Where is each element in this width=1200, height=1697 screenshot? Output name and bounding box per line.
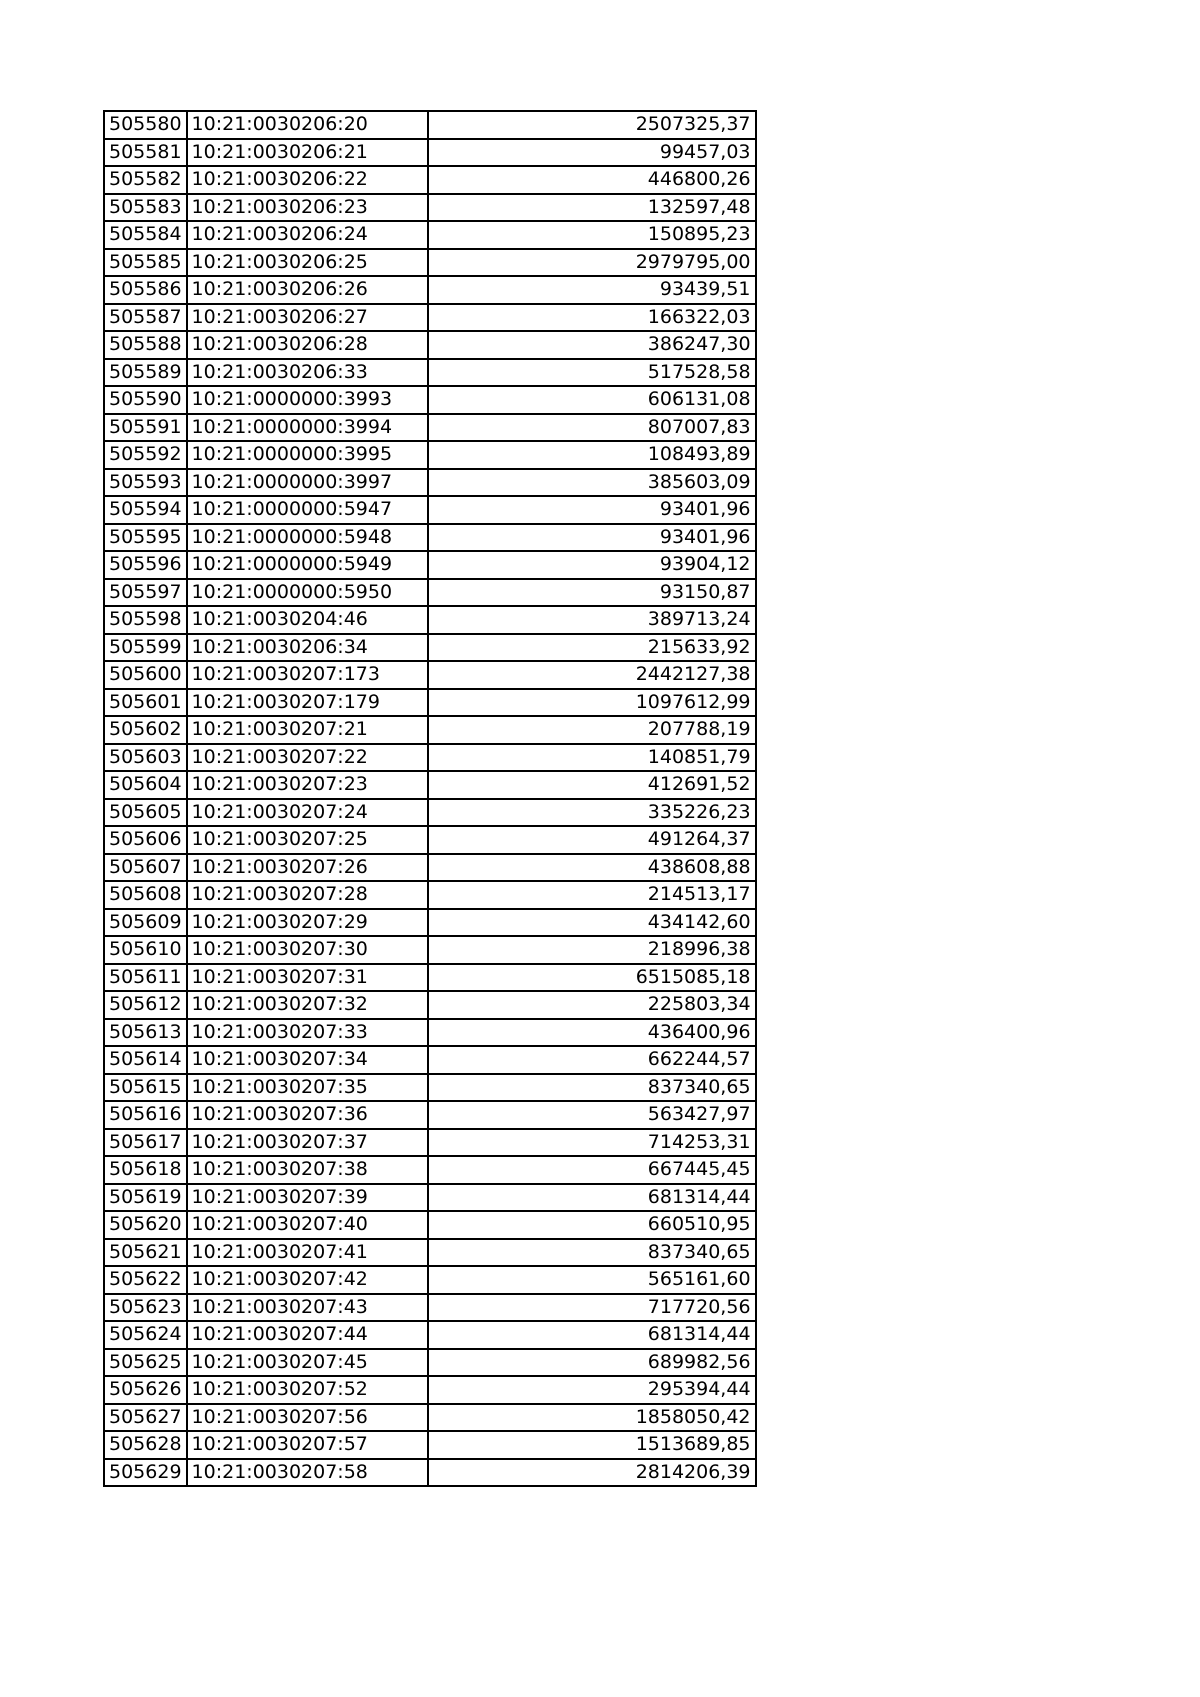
amount-cell: 446800,26 [428, 166, 756, 194]
row-number-cell: 505591 [104, 414, 187, 442]
table-row [104, 1321, 756, 1349]
cadastral-number-cell: 10:21:0030207:25 [187, 826, 428, 854]
cadastral-number-cell: 10:21:0030206:26 [187, 276, 428, 304]
table-row [104, 991, 756, 1019]
table-row [104, 1349, 756, 1377]
amount-cell: 99457,03 [428, 139, 756, 167]
row-number-cell: 505622 [104, 1266, 187, 1294]
amount-cell: 132597,48 [428, 194, 756, 222]
amount-cell: 150895,23 [428, 221, 756, 249]
amount-cell: 385603,09 [428, 469, 756, 497]
cadastral-number-cell: 10:21:0030207:26 [187, 854, 428, 882]
amount-cell: 93150,87 [428, 579, 756, 607]
cadastral-number-cell: 10:21:0030206:34 [187, 634, 428, 662]
table-row [104, 964, 756, 992]
data-table [103, 110, 757, 1487]
amount-cell: 108493,89 [428, 441, 756, 469]
table-body [104, 111, 756, 1486]
row-number-cell: 505593 [104, 469, 187, 497]
cadastral-number-cell: 10:21:0030207:57 [187, 1431, 428, 1459]
row-number-cell: 505612 [104, 991, 187, 1019]
amount-cell: 837340,65 [428, 1074, 756, 1102]
row-number-cell: 505597 [104, 579, 187, 607]
table-row [104, 1074, 756, 1102]
cadastral-number-cell: 10:21:0030207:37 [187, 1129, 428, 1157]
row-number-cell: 505616 [104, 1101, 187, 1129]
table-row [104, 909, 756, 937]
cadastral-number-cell: 10:21:0000000:3995 [187, 441, 428, 469]
cadastral-number-cell: 10:21:0030207:30 [187, 936, 428, 964]
row-number-cell: 505590 [104, 386, 187, 414]
amount-cell: 295394,44 [428, 1376, 756, 1404]
row-number-cell: 505609 [104, 909, 187, 937]
table-row [104, 111, 756, 139]
row-number-cell: 505584 [104, 221, 187, 249]
amount-cell: 563427,97 [428, 1101, 756, 1129]
cadastral-number-cell: 10:21:0030207:39 [187, 1184, 428, 1212]
amount-cell: 93904,12 [428, 551, 756, 579]
cadastral-number-cell: 10:21:0030207:35 [187, 1074, 428, 1102]
cadastral-number-cell: 10:21:0030207:28 [187, 881, 428, 909]
cadastral-number-cell: 10:21:0030206:33 [187, 359, 428, 387]
amount-cell: 606131,08 [428, 386, 756, 414]
cadastral-number-cell: 10:21:0030207:173 [187, 661, 428, 689]
cadastral-number-cell: 10:21:0030206:21 [187, 139, 428, 167]
row-number-cell: 505618 [104, 1156, 187, 1184]
row-number-cell: 505602 [104, 716, 187, 744]
cadastral-number-cell: 10:21:0030207:22 [187, 744, 428, 772]
amount-cell: 491264,37 [428, 826, 756, 854]
amount-cell: 93401,96 [428, 496, 756, 524]
table-row [104, 634, 756, 662]
table-row [104, 1266, 756, 1294]
amount-cell: 807007,83 [428, 414, 756, 442]
row-number-cell: 505605 [104, 799, 187, 827]
table-row [104, 1211, 756, 1239]
amount-cell: 214513,17 [428, 881, 756, 909]
row-number-cell: 505582 [104, 166, 187, 194]
cadastral-number-cell: 10:21:0030207:24 [187, 799, 428, 827]
row-number-cell: 505627 [104, 1404, 187, 1432]
amount-cell: 6515085,18 [428, 964, 756, 992]
amount-cell: 2507325,37 [428, 111, 756, 139]
cadastral-number-cell: 10:21:0030207:40 [187, 1211, 428, 1239]
cadastral-number-cell: 10:21:0030207:41 [187, 1239, 428, 1267]
row-number-cell: 505603 [104, 744, 187, 772]
amount-cell: 667445,45 [428, 1156, 756, 1184]
cadastral-number-cell: 10:21:0030206:23 [187, 194, 428, 222]
cadastral-number-cell: 10:21:0030207:179 [187, 689, 428, 717]
row-number-cell: 505585 [104, 249, 187, 277]
row-number-cell: 505581 [104, 139, 187, 167]
amount-cell: 681314,44 [428, 1321, 756, 1349]
table-row [104, 1019, 756, 1047]
amount-cell: 662244,57 [428, 1046, 756, 1074]
cadastral-number-cell: 10:21:0030206:20 [187, 111, 428, 139]
table-row [104, 551, 756, 579]
table-row [104, 1404, 756, 1432]
row-number-cell: 505626 [104, 1376, 187, 1404]
row-number-cell: 505595 [104, 524, 187, 552]
row-number-cell: 505606 [104, 826, 187, 854]
row-number-cell: 505600 [104, 661, 187, 689]
amount-cell: 1858050,42 [428, 1404, 756, 1432]
table-row [104, 1239, 756, 1267]
amount-cell: 689982,56 [428, 1349, 756, 1377]
cadastral-number-cell: 10:21:0000000:5947 [187, 496, 428, 524]
amount-cell: 565161,60 [428, 1266, 756, 1294]
table-row [104, 1129, 756, 1157]
row-number-cell: 505621 [104, 1239, 187, 1267]
amount-cell: 218996,38 [428, 936, 756, 964]
table-row [104, 331, 756, 359]
table-row [104, 249, 756, 277]
row-number-cell: 505588 [104, 331, 187, 359]
cadastral-number-cell: 10:21:0030206:25 [187, 249, 428, 277]
cadastral-number-cell: 10:21:0030207:52 [187, 1376, 428, 1404]
amount-cell: 1513689,85 [428, 1431, 756, 1459]
row-number-cell: 505628 [104, 1431, 187, 1459]
row-number-cell: 505587 [104, 304, 187, 332]
table-row [104, 1101, 756, 1129]
amount-cell: 386247,30 [428, 331, 756, 359]
table-row [104, 606, 756, 634]
cadastral-number-cell: 10:21:0030207:34 [187, 1046, 428, 1074]
table-row [104, 139, 756, 167]
amount-cell: 517528,58 [428, 359, 756, 387]
table-row [104, 854, 756, 882]
row-number-cell: 505598 [104, 606, 187, 634]
amount-cell: 2442127,38 [428, 661, 756, 689]
row-number-cell: 505599 [104, 634, 187, 662]
row-number-cell: 505610 [104, 936, 187, 964]
row-number-cell: 505604 [104, 771, 187, 799]
amount-cell: 660510,95 [428, 1211, 756, 1239]
cadastral-number-cell: 10:21:0030206:28 [187, 331, 428, 359]
cadastral-number-cell: 10:21:0030207:56 [187, 1404, 428, 1432]
cadastral-number-cell: 10:21:0000000:5948 [187, 524, 428, 552]
cadastral-number-cell: 10:21:0000000:3997 [187, 469, 428, 497]
table-row [104, 524, 756, 552]
amount-cell: 93439,51 [428, 276, 756, 304]
cadastral-number-cell: 10:21:0030206:22 [187, 166, 428, 194]
table-row [104, 881, 756, 909]
table-row [104, 1184, 756, 1212]
row-number-cell: 505620 [104, 1211, 187, 1239]
row-number-cell: 505623 [104, 1294, 187, 1322]
row-number-cell: 505611 [104, 964, 187, 992]
table-row [104, 1294, 756, 1322]
table-row [104, 689, 756, 717]
cadastral-number-cell: 10:21:0030206:24 [187, 221, 428, 249]
table-row [104, 936, 756, 964]
cadastral-number-cell: 10:21:0030207:42 [187, 1266, 428, 1294]
amount-cell: 434142,60 [428, 909, 756, 937]
amount-cell: 714253,31 [428, 1129, 756, 1157]
table-row [104, 1459, 756, 1487]
row-number-cell: 505624 [104, 1321, 187, 1349]
table-row [104, 469, 756, 497]
amount-cell: 389713,24 [428, 606, 756, 634]
cadastral-number-cell: 10:21:0000000:5949 [187, 551, 428, 579]
cadastral-number-cell: 10:21:0030207:32 [187, 991, 428, 1019]
table-row [104, 1156, 756, 1184]
row-number-cell: 505629 [104, 1459, 187, 1487]
table-row [104, 771, 756, 799]
cadastral-number-cell: 10:21:0030207:45 [187, 1349, 428, 1377]
table-row [104, 579, 756, 607]
table-row [104, 386, 756, 414]
cadastral-number-cell: 10:21:0030207:21 [187, 716, 428, 744]
row-number-cell: 505613 [104, 1019, 187, 1047]
row-number-cell: 505580 [104, 111, 187, 139]
cadastral-number-cell: 10:21:0030207:43 [187, 1294, 428, 1322]
row-number-cell: 505615 [104, 1074, 187, 1102]
amount-cell: 2814206,39 [428, 1459, 756, 1487]
cadastral-number-cell: 10:21:0030207:38 [187, 1156, 428, 1184]
amount-cell: 438608,88 [428, 854, 756, 882]
amount-cell: 225803,34 [428, 991, 756, 1019]
cadastral-number-cell: 10:21:0030207:44 [187, 1321, 428, 1349]
amount-cell: 166322,03 [428, 304, 756, 332]
table-row [104, 744, 756, 772]
cadastral-number-cell: 10:21:0030207:23 [187, 771, 428, 799]
row-number-cell: 505594 [104, 496, 187, 524]
amount-cell: 207788,19 [428, 716, 756, 744]
cadastral-number-cell: 10:21:0000000:3993 [187, 386, 428, 414]
table-row [104, 661, 756, 689]
cadastral-number-cell: 10:21:0030207:58 [187, 1459, 428, 1487]
cadastral-number-cell: 10:21:0030207:29 [187, 909, 428, 937]
table-row [104, 166, 756, 194]
amount-cell: 335226,23 [428, 799, 756, 827]
table-row [104, 1376, 756, 1404]
amount-cell: 93401,96 [428, 524, 756, 552]
table-row [104, 276, 756, 304]
row-number-cell: 505586 [104, 276, 187, 304]
table-row [104, 304, 756, 332]
table-row [104, 496, 756, 524]
row-number-cell: 505592 [104, 441, 187, 469]
row-number-cell: 505607 [104, 854, 187, 882]
table-row [104, 826, 756, 854]
table-row [104, 441, 756, 469]
amount-cell: 215633,92 [428, 634, 756, 662]
table-row [104, 359, 756, 387]
row-number-cell: 505619 [104, 1184, 187, 1212]
amount-cell: 837340,65 [428, 1239, 756, 1267]
amount-cell: 436400,96 [428, 1019, 756, 1047]
table-row [104, 799, 756, 827]
cadastral-number-cell: 10:21:0030207:33 [187, 1019, 428, 1047]
table-row [104, 194, 756, 222]
amount-cell: 717720,56 [428, 1294, 756, 1322]
row-number-cell: 505617 [104, 1129, 187, 1157]
cadastral-number-cell: 10:21:0030207:36 [187, 1101, 428, 1129]
amount-cell: 412691,52 [428, 771, 756, 799]
cadastral-number-cell: 10:21:0000000:5950 [187, 579, 428, 607]
amount-cell: 681314,44 [428, 1184, 756, 1212]
row-number-cell: 505625 [104, 1349, 187, 1377]
table-row [104, 1046, 756, 1074]
table-row [104, 1431, 756, 1459]
row-number-cell: 505589 [104, 359, 187, 387]
row-number-cell: 505596 [104, 551, 187, 579]
cadastral-number-cell: 10:21:0030206:27 [187, 304, 428, 332]
table-row [104, 414, 756, 442]
cadastral-number-cell: 10:21:0000000:3994 [187, 414, 428, 442]
cadastral-number-cell: 10:21:0030207:31 [187, 964, 428, 992]
amount-cell: 140851,79 [428, 744, 756, 772]
table-row [104, 716, 756, 744]
row-number-cell: 505608 [104, 881, 187, 909]
cadastral-number-cell: 10:21:0030204:46 [187, 606, 428, 634]
row-number-cell: 505601 [104, 689, 187, 717]
table-row [104, 221, 756, 249]
amount-cell: 2979795,00 [428, 249, 756, 277]
row-number-cell: 505614 [104, 1046, 187, 1074]
amount-cell: 1097612,99 [428, 689, 756, 717]
row-number-cell: 505583 [104, 194, 187, 222]
